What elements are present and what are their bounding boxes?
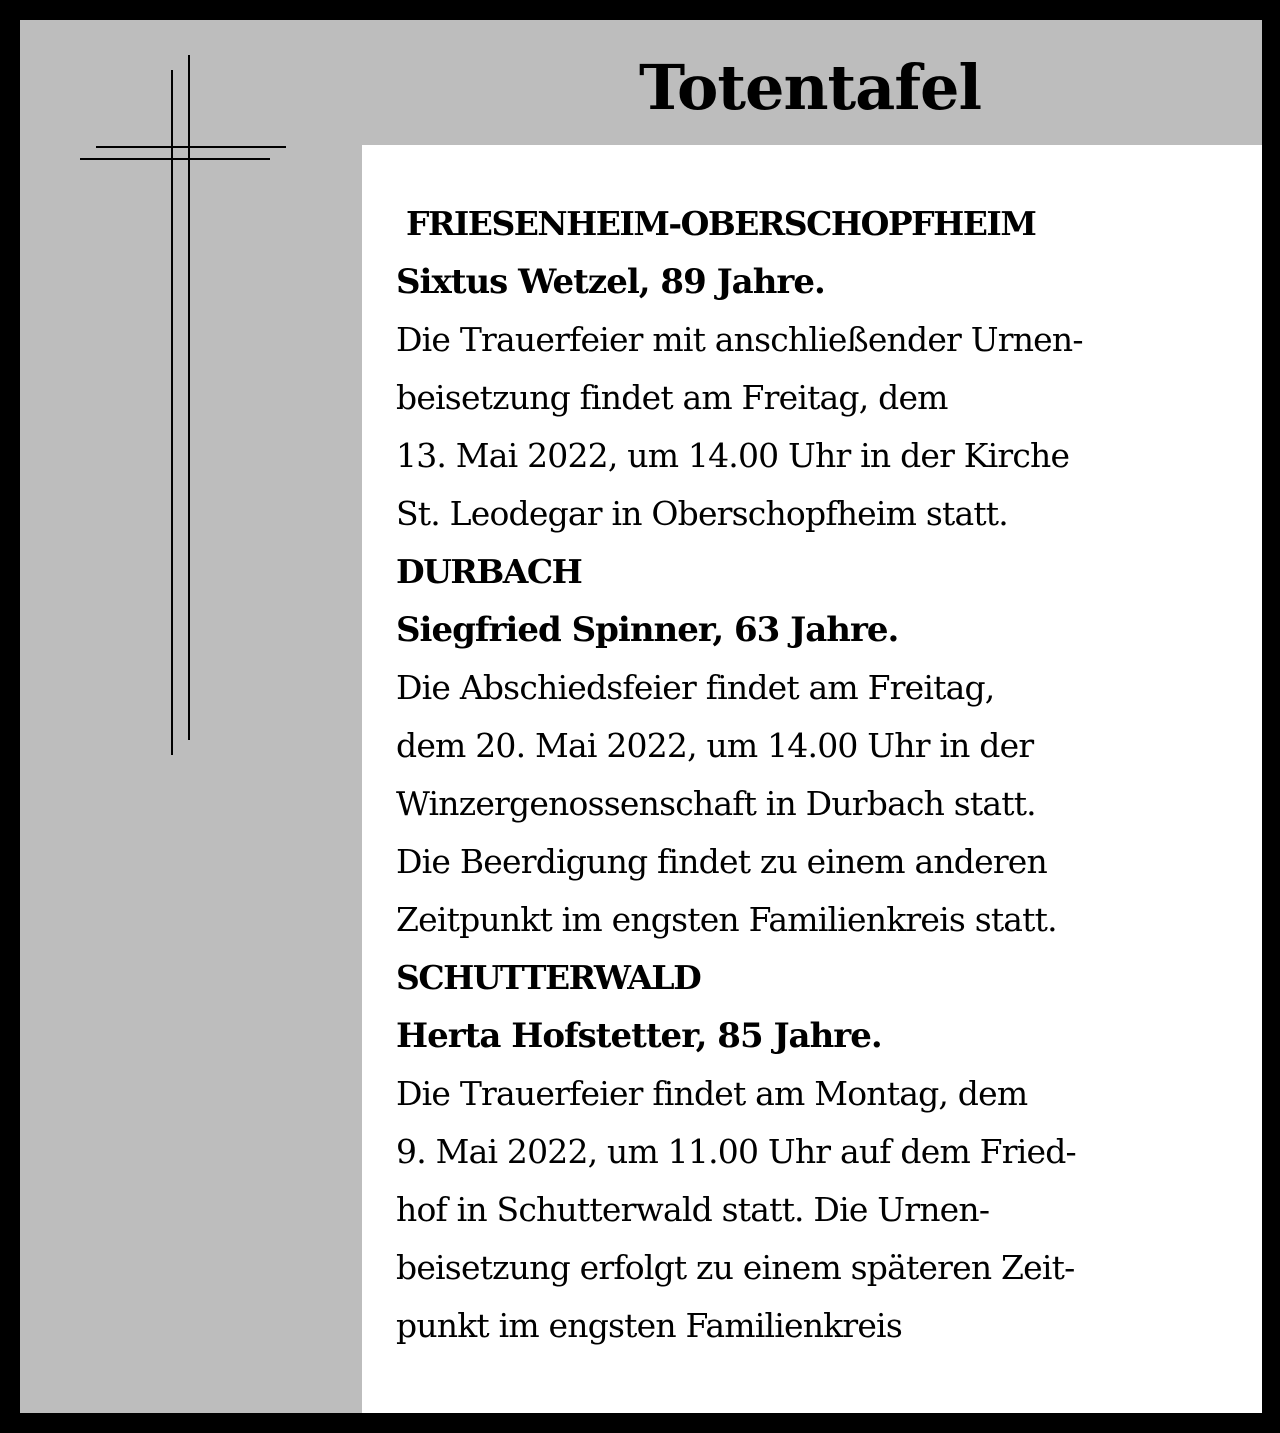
obituary-list-box: [362, 145, 1262, 1413]
obituary-entry: [396, 949, 1246, 1355]
entry-text-line: 9. Mai 2022, um 11.00 Uhr auf dem Fried-: [396, 1132, 1076, 1171]
entry-name: Herta Hofstetter, 85 Jahre.: [396, 1016, 882, 1056]
obituary-entry: [396, 543, 1246, 949]
entry-text-line: hof in Schutterwald statt. Die Urnen-: [396, 1190, 990, 1229]
entry-name: Sixtus Wetzel, 89 Jahre.: [396, 262, 825, 302]
entry-text-line: dem 20. Mai 2022, um 14.00 Uhr in der: [396, 726, 1034, 765]
entry-text-line: Die Abschiedsfeier findet am Freitag,: [396, 668, 995, 707]
obituary-list: [396, 195, 1246, 1355]
entry-text-line: St. Leodegar in Oberschopfheim statt.: [396, 494, 1008, 533]
obituary-panel: [20, 20, 1262, 1413]
entry-place: SCHUTTERWALD: [396, 958, 701, 997]
entry-text-line: Zeitpunkt im engsten Familienkreis statt.: [396, 900, 1057, 939]
entry-place: DURBACH: [396, 552, 582, 591]
entry-text-line: punkt im engsten Familienkreis: [396, 1306, 902, 1345]
double-line-cross-icon: [20, 20, 360, 780]
entry-text-line: 13. Mai 2022, um 14.00 Uhr in der Kirche: [396, 436, 1070, 475]
obituary-entry: [396, 195, 1246, 543]
entry-text-line: Die Trauerfeier findet am Montag, dem: [396, 1074, 1028, 1113]
page-title: Totentafel: [638, 51, 982, 124]
entry-text-line: beisetzung erfolgt zu einem späteren Zeit-: [396, 1248, 1075, 1287]
entry-name: Siegfried Spinner, 63 Jahre.: [396, 610, 899, 650]
entry-text-line: Winzergenossenschaft in Durbach statt.: [396, 784, 1036, 823]
entry-text-line: Die Beerdigung findet zu einem anderen: [396, 842, 1047, 881]
entry-text-line: beisetzung findet am Freitag, dem: [396, 378, 948, 417]
entry-text-line: Die Trauerfeier mit anschließender Urnen-: [396, 320, 1083, 359]
entry-place: FRIESENHEIM-OBERSCHOPFHEIM: [406, 204, 1036, 243]
